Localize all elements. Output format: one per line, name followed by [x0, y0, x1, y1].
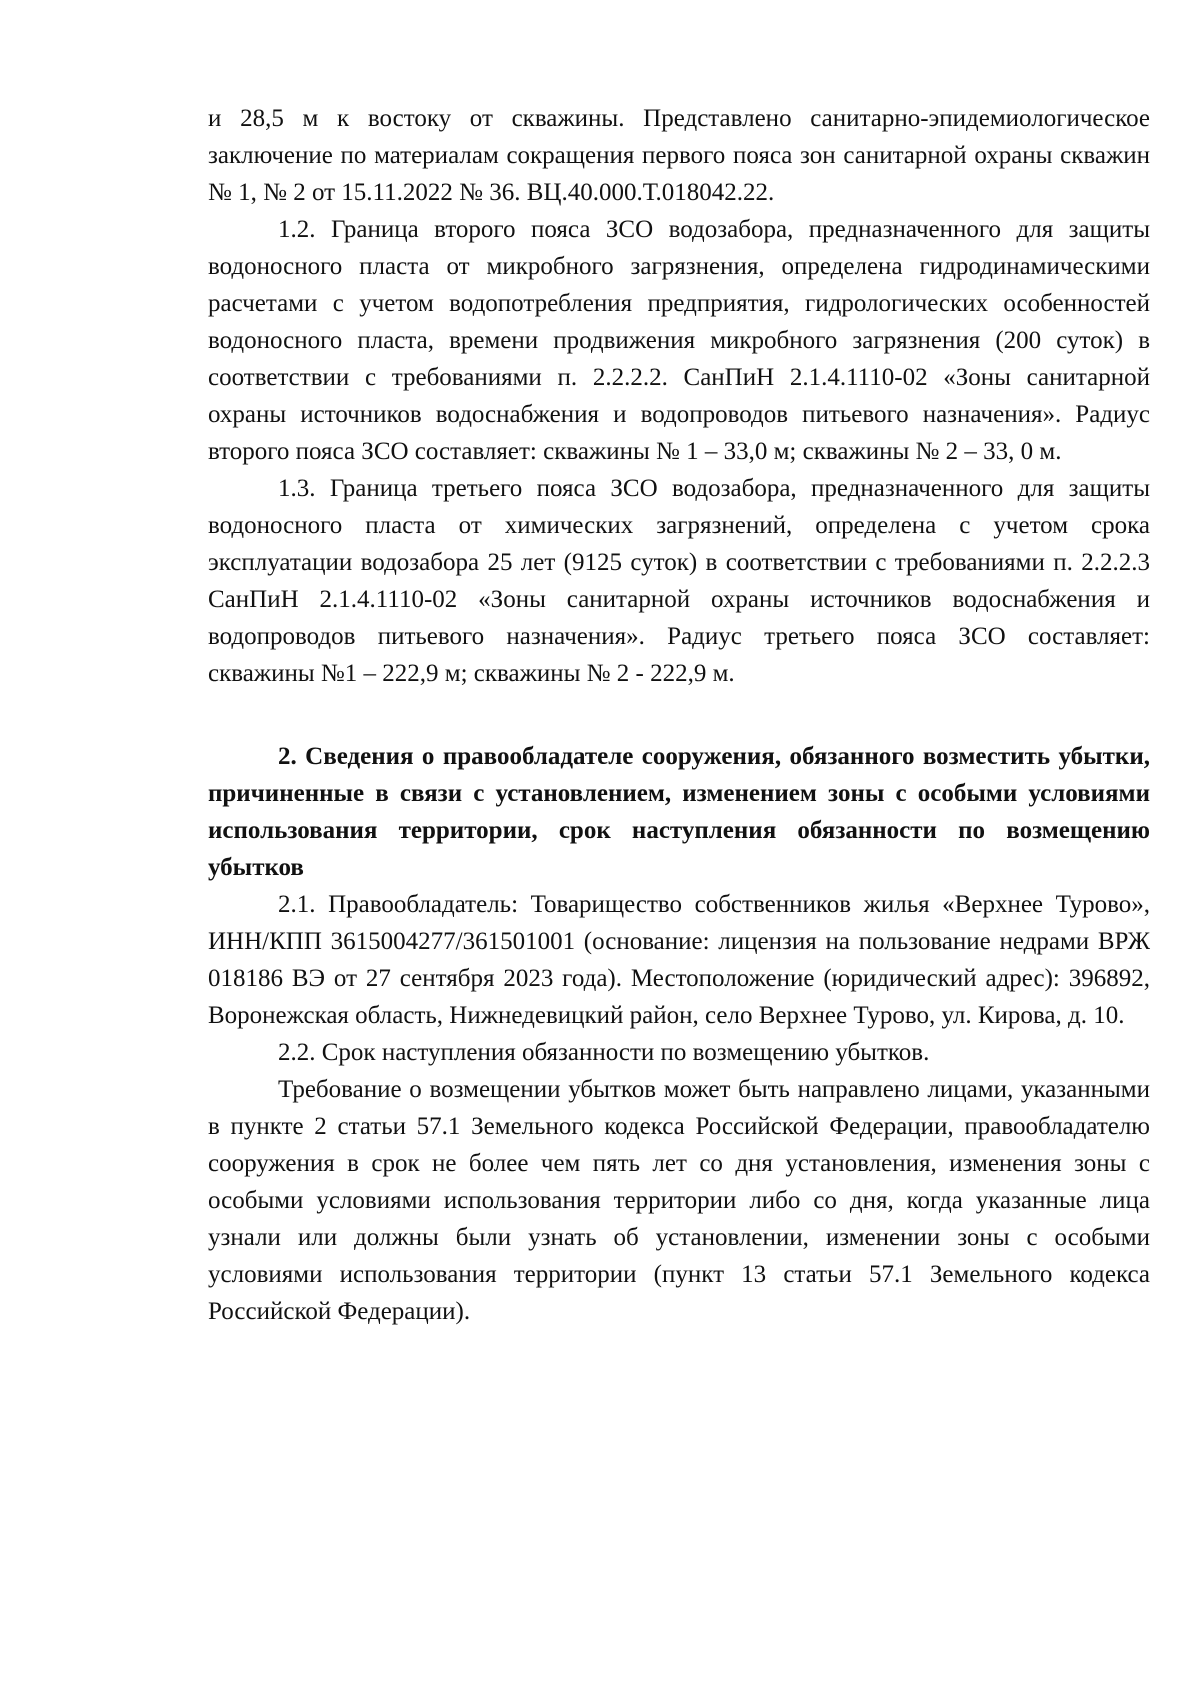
paragraph-1-3-third-zone: 1.3. Граница третьего пояса ЗСО водозабора, предназначенного для защиты водоносного пласта от химических загрязнений, определена с учетом срока эксплуатации водозабора 25 лет (9125 суток) в соответствии с требованиями п. 2.2.2.3 СанПиН 2.1.4.1110-02 «Зоны санитарной охраны источников водоснабжения и водопроводов питьевого назначения». Радиус третьего пояса ЗСО составляет: скважины №1 – 222,9 м; скважины № 2 - 222,9 м.	[208, 475, 1150, 687]
section-heading-2: 2. Сведения о правообладателе сооружения, обязанного возместить убытки, причиненные в связи с установлением, изменением зоны с особыми условиями использования территории, срок наступления обязанности по возмещению убытков	[208, 743, 1150, 881]
paragraph-1-2-second-zone: 1.2. Граница второго пояса ЗСО водозабора, предназначенного для защиты водоносного пласта от микробного загрязнения, определена гидродинамическими расчетами с учетом водопотребления предприятия, гидрологических особенностей водоносного пласта, времени продвижения микробного загрязнения (200 суток) в соответствии с требованиями п. 2.2.2.2. СанПиН 2.1.4.1110-02 «Зоны санитарной охраны источников водоснабжения и водопроводов питьевого назначения». Радиус второго пояса ЗСО составляет: скважины № 1 – 33,0 м; скважины № 2 – 33, 0 м.	[208, 216, 1150, 465]
paragraph-2-1-rights-holder: 2.1. Правообладатель: Товарищество собственников жилья «Верхнее Турово», ИНН/КПП 3615004277/361501001 (основание: лицензия на пользование недрами ВРЖ 018186 ВЭ от 27 сентября 2023 года). Местоположение (юридический адрес): 396892, Воронежская область, Нижнедевицкий район, село Верхнее Турово, ул. Кирова, д. 10.	[208, 891, 1150, 1029]
paragraph-damages-claim: Требование о возмещении убытков может быть направлено лицами, указанными в пункте 2 статьи 57.1 Земельного кодекса Российской Федерации, правообладателю сооружения в срок не более чем пять лет со дня установления, изменения зоны с особыми условиями использования территории либо со дня, когда указанные лица узнали или должны были узнать об установлении, изменении зоны с особыми условиями использования территории (пункт 13 статьи 57.1 Земельного кодекса Российской Федерации).	[208, 1076, 1150, 1325]
document-page	[208, 100, 1150, 1330]
paragraph-continuation: и 28,5 м к востоку от скважины. Представлено санитарно-эпидемиологическое заключение по материалам сокращения первого пояса зон санитарной охраны скважин № 1, № 2 от 15.11.2022 № 36. ВЦ.40.000.Т.018042.22.	[208, 105, 1150, 206]
paragraph-2-2-deadline: 2.2. Срок наступления обязанности по возмещению убытков.	[278, 1039, 930, 1066]
